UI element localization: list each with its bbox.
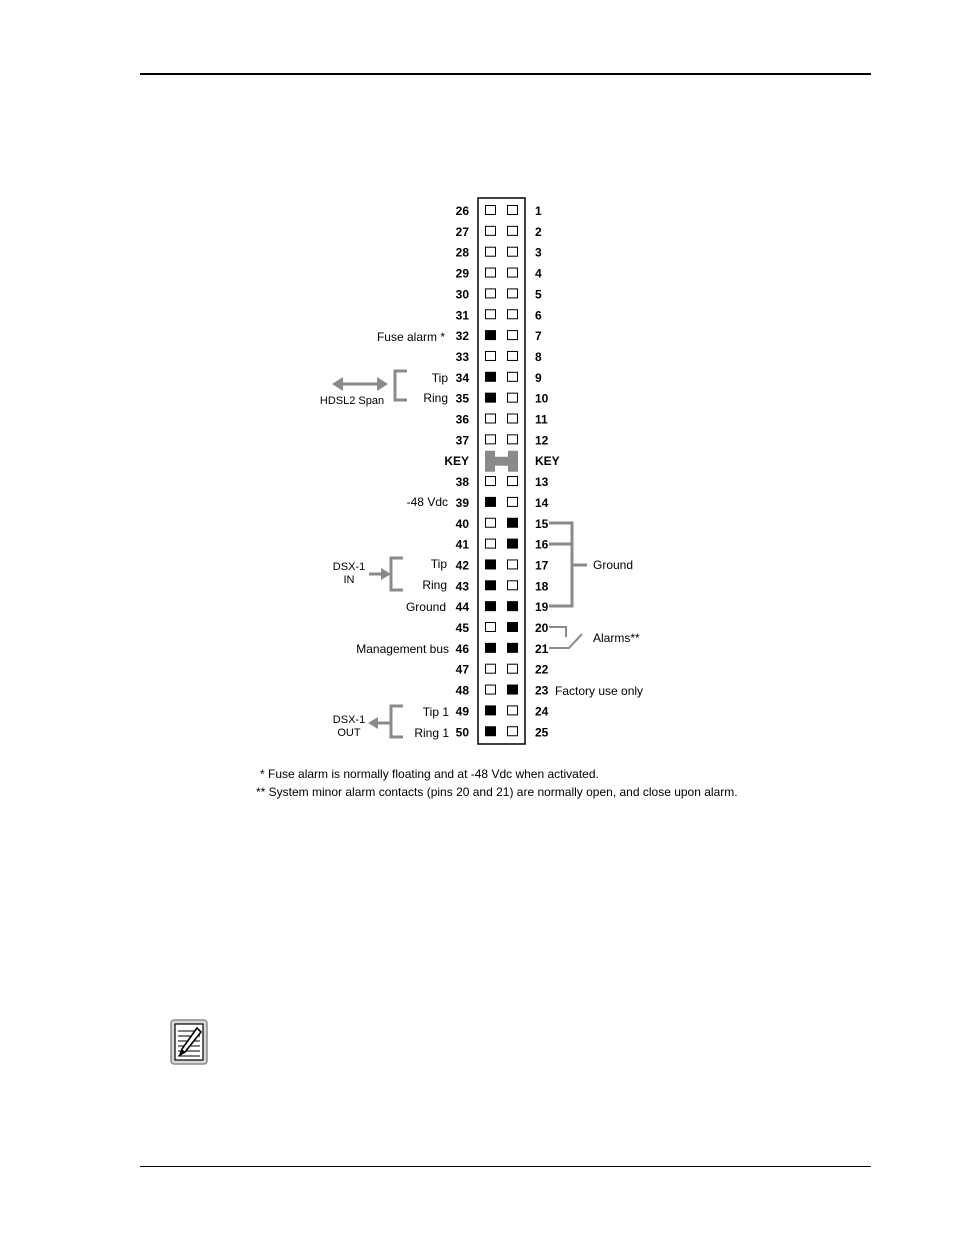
pin-25-contact [508, 727, 518, 736]
dsx1-out-label-1: DSX-1 [332, 714, 366, 726]
minus48-label: -48 Vdc [406, 495, 448, 509]
pin-3-contact [508, 247, 518, 256]
pin-17-contact [508, 560, 518, 569]
pin-12-contact [508, 435, 518, 444]
pin-label-22-right: 22 [535, 662, 549, 677]
pin-48-contact [486, 685, 496, 694]
pin-34-contact [486, 372, 496, 381]
pin-41-contact [486, 539, 496, 548]
pin-label-43-left: 43 [455, 579, 469, 594]
pin-label-key-right: KEY [535, 454, 560, 469]
pin-label-44-left: 44 [455, 600, 469, 615]
pin-label-21-right: 21 [535, 641, 549, 656]
pin-6-contact [508, 310, 518, 319]
pin-label-7-right: 7 [535, 329, 542, 344]
footnote-2: ** System minor alarm contacts (pins 20 and 21) are normally open, and close upon alarm. [256, 785, 738, 799]
pin-label-key-left: KEY [444, 454, 469, 469]
pin-label-48-left: 48 [455, 683, 469, 698]
pin-4-contact [508, 268, 518, 277]
pin-label-47-left: 47 [455, 662, 469, 677]
pin-label-28-left: 28 [455, 245, 469, 260]
dsx1-in-bracket [391, 558, 403, 590]
pin-45-contact [486, 623, 496, 632]
pin-label-27-left: 27 [455, 224, 469, 239]
hdsl2-arrow-right-icon [377, 377, 388, 391]
pin-label-14-right: 14 [535, 495, 549, 510]
pin-label-13-right: 13 [535, 475, 549, 490]
pin-label-18-right: 18 [535, 579, 549, 594]
pin-label-38-left: 38 [455, 475, 469, 490]
pin-label-12-right: 12 [535, 433, 549, 448]
pin-label-9-right: 9 [535, 370, 542, 385]
hdsl2-span-label: HDSL2 Span [319, 395, 385, 407]
ground-44-label: Ground [405, 600, 446, 614]
pin-26-contact [486, 206, 496, 215]
pin-1-contact [508, 206, 518, 215]
pin-label-36-left: 36 [455, 412, 469, 427]
pin-35-contact [486, 393, 496, 402]
pin-label-42-left: 42 [455, 558, 469, 573]
pin-label-23-right: 23 [535, 683, 549, 698]
fuse-alarm-label: Fuse alarm * [376, 330, 445, 344]
pin-27-contact [486, 226, 496, 235]
pin-label-19-right: 19 [535, 600, 549, 615]
pin-2-contact [508, 226, 518, 235]
ring-43-label: Ring [422, 578, 447, 592]
pin-13-contact [508, 477, 518, 486]
pin-label-49-left: 49 [455, 704, 469, 719]
pin-label-10-right: 10 [535, 391, 549, 406]
pin-label-46-left: 46 [455, 641, 469, 656]
pin-19-contact [508, 602, 518, 611]
pin-label-11-right: 11 [535, 412, 548, 427]
factory-use-label: Factory use only [555, 684, 644, 698]
pin-21-contact [508, 643, 518, 652]
pin-5-contact [508, 289, 518, 298]
footer-rule [140, 1166, 871, 1167]
pin-49-contact [486, 706, 496, 715]
pin-label-5-right: 5 [535, 287, 542, 302]
alarms-contact [549, 627, 582, 648]
management-bus-label: Management bus [356, 642, 449, 656]
pin-38-contact [486, 477, 496, 486]
tip-42-label: Tip [430, 557, 447, 571]
pin-label-3-right: 3 [535, 245, 542, 260]
pin-47-contact [486, 664, 496, 673]
pin-42-contact [486, 560, 496, 569]
pin-14-contact [508, 497, 518, 506]
pin-label-50-left: 50 [455, 725, 469, 740]
pin-20-contact [508, 623, 518, 632]
pin-28-contact [486, 247, 496, 256]
pin-37-contact [486, 435, 496, 444]
pin-18-contact [508, 581, 518, 590]
pin-9-contact [508, 372, 518, 381]
pin-23-contact [508, 685, 518, 694]
pin-label-30-left: 30 [455, 287, 469, 302]
pin-39-contact [486, 497, 496, 506]
dsx1-out-bracket [391, 706, 403, 737]
dsx1-out-label-2: OUT [337, 727, 361, 739]
pin-label-16-right: 16 [535, 537, 549, 552]
pin-label-34-left: 34 [455, 370, 469, 385]
pin-label-25-right: 25 [535, 725, 549, 740]
pin-label-31-left: 31 [455, 308, 469, 323]
pin-label-29-left: 29 [455, 266, 469, 281]
pin-label-37-left: 37 [455, 433, 469, 448]
pin-8-contact [508, 351, 518, 360]
pin-label-20-right: 20 [535, 621, 549, 635]
dsx1-out-arrow-icon [368, 717, 378, 729]
pin-22-contact [508, 664, 518, 673]
pin-label-4-right: 4 [535, 266, 542, 281]
ring-35-label: Ring [423, 391, 448, 405]
pin-label-33-left: 33 [455, 349, 469, 364]
footnote-1: * Fuse alarm is normally floating and at -48 Vdc when activated. [260, 767, 599, 781]
connector-key [485, 451, 518, 472]
pin-36-contact [486, 414, 496, 423]
pin-11-contact [508, 414, 518, 423]
pin-label-17-right: 17 [535, 558, 549, 573]
pin-46-contact [486, 643, 496, 652]
dsx1-in-label-1: DSX-1 [332, 561, 366, 573]
pin-44-contact [486, 602, 496, 611]
pin-40-contact [486, 518, 496, 527]
pin-label-39-left: 39 [455, 495, 469, 510]
pin-label-8-right: 8 [535, 349, 542, 364]
pin-label-40-left: 40 [455, 516, 469, 531]
pin-50-contact [486, 727, 496, 736]
pin-29-contact [486, 268, 496, 277]
pin-10-contact [508, 393, 518, 402]
pin-33-contact [486, 351, 496, 360]
pin-43-contact [486, 581, 496, 590]
pin-31-contact [486, 310, 496, 319]
pin-24-contact [508, 706, 518, 715]
pin-15-contact [508, 518, 518, 527]
pin-label-2-right: 2 [535, 224, 542, 239]
pin-label-1-right: 1 [535, 204, 542, 218]
note-pencil-icon [170, 1019, 208, 1065]
pin-7-contact [508, 331, 518, 340]
pin-label-41-left: 41 [455, 537, 469, 552]
pin-32-contact [486, 331, 496, 340]
pin-label-26-left: 26 [455, 204, 469, 218]
pin-16-contact [508, 539, 518, 548]
pin-label-35-left: 35 [455, 391, 469, 406]
pin-label-6-right: 6 [535, 308, 542, 323]
hdsl2-arrow-left-icon [332, 377, 343, 391]
pin-label-24-right: 24 [535, 704, 549, 719]
alarms-label: Alarms** [593, 631, 640, 645]
pin-label-32-left: 32 [455, 329, 469, 344]
pin-30-contact [486, 289, 496, 298]
ring1-50-label: Ring 1 [414, 726, 449, 740]
dsx1-in-label-2: IN [343, 574, 355, 586]
tip-34-label: Tip [431, 371, 448, 385]
hdsl2-bracket [395, 371, 407, 400]
ground-bracket [549, 523, 587, 606]
ground-right-label: Ground [593, 558, 634, 572]
tip1-49-label: Tip 1 [422, 705, 449, 719]
pin-label-15-right: 15 [535, 516, 549, 531]
pin-label-45-left: 45 [455, 621, 469, 635]
